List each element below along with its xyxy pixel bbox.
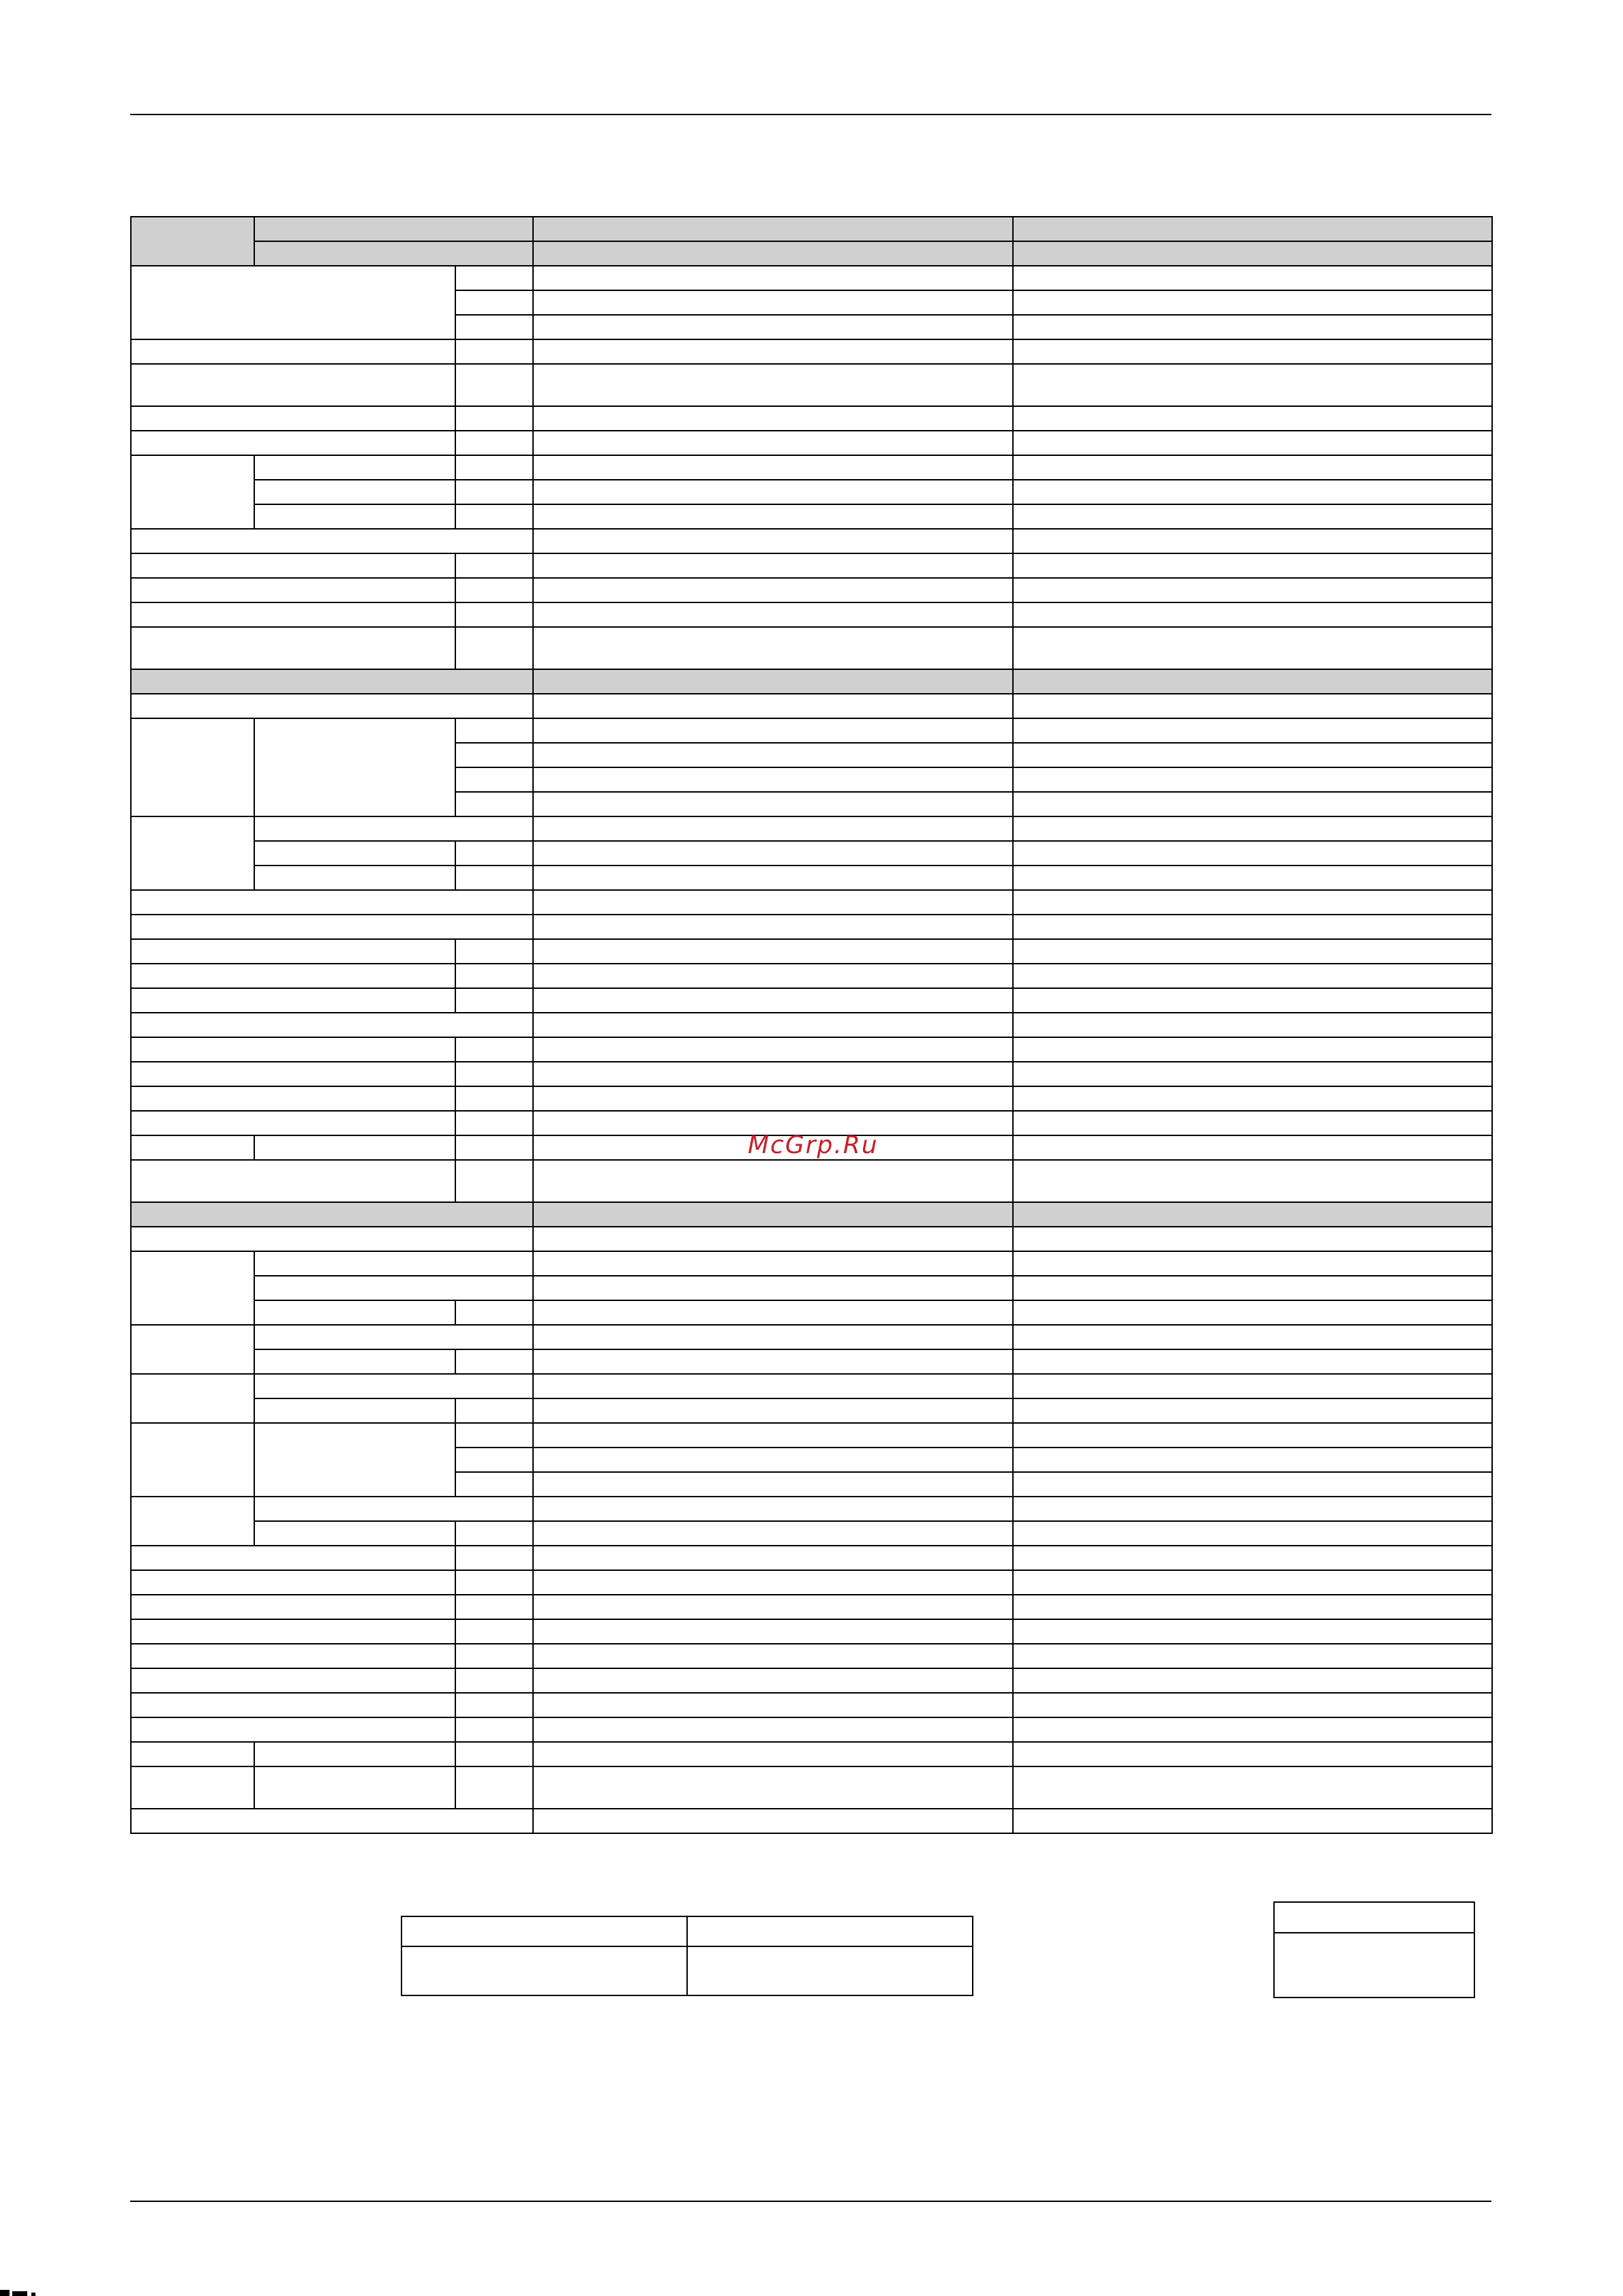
table-cell <box>455 1398 533 1423</box>
table-cell <box>455 1521 533 1546</box>
table-cell <box>1013 627 1492 669</box>
signature-box <box>401 1916 973 1996</box>
table-cell <box>131 266 455 339</box>
table-cell <box>1013 767 1492 792</box>
table-cell <box>533 718 1013 743</box>
table-cell <box>455 406 533 431</box>
table-cell <box>131 1619 455 1644</box>
table-cell <box>131 694 533 718</box>
table-cell <box>1013 480 1492 504</box>
table-cell <box>131 1251 254 1325</box>
table-cell <box>254 1497 533 1521</box>
table-cell <box>533 1570 1013 1595</box>
table-header-cell <box>533 1202 1013 1227</box>
table-cell <box>1013 988 1492 1013</box>
table-cell <box>254 841 455 866</box>
table-cell <box>131 1766 254 1809</box>
table-cell <box>1013 915 1492 939</box>
table-cell <box>254 1325 533 1349</box>
table-cell <box>131 1570 455 1595</box>
table-cell <box>533 1251 1013 1276</box>
table-cell <box>254 1742 455 1766</box>
table-cell <box>455 1160 533 1202</box>
table-cell <box>533 1546 1013 1570</box>
table-cell <box>533 939 1013 964</box>
table-cell <box>1013 339 1492 364</box>
table-cell <box>1013 266 1492 290</box>
table-cell <box>1013 364 1492 406</box>
table-cell <box>533 1013 1013 1037</box>
table-header-cell <box>533 217 1013 241</box>
table-cell <box>455 1300 533 1325</box>
table-cell <box>533 767 1013 792</box>
table-cell <box>1013 1423 1492 1448</box>
table-cell <box>131 455 254 529</box>
table-cell <box>455 578 533 602</box>
table-cell <box>1013 1497 1492 1521</box>
table-cell <box>254 455 455 480</box>
table-cell <box>1013 1349 1492 1374</box>
table-header-cell <box>254 217 533 241</box>
table-cell <box>1013 694 1492 718</box>
table-cell <box>254 480 455 504</box>
table-cell <box>533 816 1013 841</box>
table-cell <box>254 1300 455 1325</box>
table-cell <box>1013 939 1492 964</box>
table-cell <box>533 1766 1013 1809</box>
table-cell <box>1013 1809 1492 1833</box>
table-cell <box>1013 529 1492 553</box>
table-cell <box>1013 1374 1492 1398</box>
table-cell <box>533 964 1013 988</box>
table-cell <box>131 1742 254 1766</box>
table-cell <box>455 866 533 890</box>
table-cell <box>455 1570 533 1595</box>
table-cell <box>131 816 254 890</box>
table-cell <box>1013 1742 1492 1766</box>
table-cell <box>254 1251 533 1276</box>
table-cell <box>1013 1251 1492 1276</box>
table-cell <box>1013 816 1492 841</box>
table-cell <box>455 743 533 767</box>
table-cell <box>1013 1398 1492 1423</box>
table-cell <box>254 1521 455 1546</box>
table-cell <box>455 1135 533 1160</box>
table-cell <box>533 988 1013 1013</box>
table-cell <box>455 1111 533 1135</box>
table-cell <box>533 1086 1013 1111</box>
table-cell <box>1013 1521 1492 1546</box>
table-cell <box>131 1013 533 1037</box>
table-header-cell <box>131 1202 533 1227</box>
table-cell <box>1013 1619 1492 1644</box>
table-cell <box>455 504 533 529</box>
table-cell <box>533 1619 1013 1644</box>
table-cell <box>455 1086 533 1111</box>
table-cell <box>455 364 533 406</box>
table-cell <box>533 1349 1013 1374</box>
table-cell <box>1013 1448 1492 1472</box>
table-cell <box>533 1374 1013 1398</box>
table-header-cell <box>254 241 533 266</box>
table-cell <box>131 890 533 915</box>
table-cell <box>131 988 455 1013</box>
table-cell <box>131 1374 254 1423</box>
table-cell <box>1013 964 1492 988</box>
table-cell <box>455 1037 533 1062</box>
table-cell <box>455 767 533 792</box>
table-cell <box>1013 455 1492 480</box>
table-cell <box>131 1037 455 1062</box>
table-header-cell <box>1013 241 1492 266</box>
table-cell <box>533 1423 1013 1448</box>
table-cell <box>533 1472 1013 1497</box>
table-cell <box>1013 1595 1492 1619</box>
table-cell <box>455 339 533 364</box>
table-cell <box>533 1227 1013 1251</box>
table-cell <box>1013 718 1492 743</box>
table-cell <box>533 1325 1013 1349</box>
header-rule <box>130 114 1491 115</box>
table-cell <box>131 431 455 455</box>
table-cell <box>533 364 1013 406</box>
table-cell <box>254 1766 455 1809</box>
table-cell <box>131 939 455 964</box>
table-cell <box>455 1472 533 1497</box>
table-cell <box>533 406 1013 431</box>
table-cell <box>533 890 1013 915</box>
table-cell <box>1013 1160 1492 1202</box>
table-cell <box>131 1595 455 1619</box>
table-header-cell <box>533 241 1013 266</box>
table-cell <box>455 627 533 669</box>
table-cell <box>533 578 1013 602</box>
table-cell <box>254 1423 455 1497</box>
table-cell <box>1013 890 1492 915</box>
table-cell <box>1013 1013 1492 1037</box>
table-cell <box>1013 1472 1492 1497</box>
table-cell <box>533 1160 1013 1202</box>
table-cell <box>131 578 455 602</box>
table-cell <box>533 1398 1013 1423</box>
table-cell <box>131 1086 455 1111</box>
table-cell <box>455 480 533 504</box>
table-cell <box>455 431 533 455</box>
table-cell <box>131 602 455 627</box>
table-cell <box>1013 841 1492 866</box>
table-header-cell <box>131 669 533 694</box>
table-cell <box>533 1521 1013 1546</box>
table-cell <box>131 1062 455 1086</box>
table-header-cell <box>1013 217 1492 241</box>
table-cell <box>533 1717 1013 1742</box>
table-cell <box>1013 1546 1492 1570</box>
table-cell <box>131 718 254 816</box>
table-cell <box>533 1644 1013 1668</box>
table-cell <box>533 290 1013 315</box>
table-cell <box>533 431 1013 455</box>
corner-mark-block <box>0 2290 10 2296</box>
table-cell <box>533 694 1013 718</box>
table-cell <box>455 718 533 743</box>
table-cell <box>455 1766 533 1809</box>
table-header-cell <box>1013 669 1492 694</box>
table-cell <box>455 964 533 988</box>
corner-mark-dot <box>31 2293 35 2296</box>
table-cell <box>533 1448 1013 1472</box>
table-cell <box>533 1276 1013 1300</box>
table-cell <box>1013 1062 1492 1086</box>
table-cell <box>1013 1717 1492 1742</box>
table-cell <box>1013 866 1492 890</box>
table-cell <box>254 1135 455 1160</box>
table-cell <box>1013 1037 1492 1062</box>
table-cell <box>1013 578 1492 602</box>
table-cell <box>131 964 455 988</box>
table-cell <box>131 1325 254 1374</box>
table-cell <box>533 1693 1013 1717</box>
table-cell <box>455 290 533 315</box>
table-cell <box>254 816 533 841</box>
table-cell <box>254 1374 533 1398</box>
table-cell <box>131 915 533 939</box>
table-cell <box>1013 431 1492 455</box>
table-header-cell <box>1013 1202 1492 1227</box>
table-cell <box>455 988 533 1013</box>
table-cell <box>455 1062 533 1086</box>
table-cell <box>1013 504 1492 529</box>
table-cell <box>254 504 455 529</box>
table-cell <box>455 792 533 816</box>
table-cell <box>455 602 533 627</box>
table-cell <box>131 1668 455 1693</box>
table-cell <box>533 1497 1013 1521</box>
footer-rule <box>130 2201 1491 2202</box>
spec-table <box>130 216 1492 1860</box>
table-cell <box>533 627 1013 669</box>
table-cell <box>455 553 533 578</box>
table-cell <box>131 1227 533 1251</box>
table-cell <box>455 315 533 339</box>
watermark-text: McGrp.Ru <box>748 1131 879 1159</box>
table-cell <box>131 1135 254 1160</box>
corner-mark-block-2 <box>12 2291 27 2296</box>
table-header-cell <box>533 669 1013 694</box>
table-cell <box>1013 1766 1492 1809</box>
table-cell <box>131 1809 533 1833</box>
table-cell <box>1013 406 1492 431</box>
table-cell <box>533 1062 1013 1086</box>
table-cell <box>533 455 1013 480</box>
table-cell <box>131 406 455 431</box>
table-cell <box>455 1668 533 1693</box>
table-cell <box>254 866 455 890</box>
table-cell <box>533 866 1013 890</box>
table-cell <box>455 939 533 964</box>
corner-mark <box>0 2289 41 2296</box>
table-cell <box>131 339 455 364</box>
table-cell <box>131 1644 455 1668</box>
table-cell <box>455 266 533 290</box>
table-cell <box>1013 1644 1492 1668</box>
table-cell <box>131 364 455 406</box>
table-cell <box>1013 1135 1492 1160</box>
table-cell <box>455 1644 533 1668</box>
table-cell <box>254 1276 533 1300</box>
table-cell <box>131 1111 455 1135</box>
table-cell <box>131 1693 455 1717</box>
table-cell <box>533 1742 1013 1766</box>
table-cell <box>254 1398 455 1423</box>
table-cell <box>455 1448 533 1472</box>
table-cell <box>533 315 1013 339</box>
table-cell <box>533 743 1013 767</box>
table-cell <box>533 915 1013 939</box>
table-cell <box>533 1809 1013 1833</box>
table-cell <box>1013 1086 1492 1111</box>
table-cell <box>254 1349 455 1374</box>
table-cell <box>533 480 1013 504</box>
table-cell <box>533 504 1013 529</box>
table-cell <box>455 1595 533 1619</box>
table-cell <box>533 792 1013 816</box>
table-cell <box>1013 290 1492 315</box>
table-cell <box>455 841 533 866</box>
table-cell <box>131 529 533 553</box>
table-cell <box>455 1742 533 1766</box>
table-cell <box>1013 1300 1492 1325</box>
table-cell <box>1013 1325 1492 1349</box>
table-cell <box>533 339 1013 364</box>
table-cell <box>131 1423 254 1497</box>
table-cell <box>1013 553 1492 578</box>
table-cell <box>455 1693 533 1717</box>
table-cell <box>131 627 455 669</box>
stamp-box-frame <box>1274 1902 1474 1997</box>
table-cell <box>1013 1693 1492 1717</box>
table-cell <box>1013 1227 1492 1251</box>
stamp-box <box>1273 1901 1475 1998</box>
table-cell <box>131 1546 455 1570</box>
table-cell <box>1013 1276 1492 1300</box>
table-cell <box>1013 315 1492 339</box>
table-cell <box>533 553 1013 578</box>
table-cell <box>533 1037 1013 1062</box>
table-cell <box>455 1717 533 1742</box>
table-cell <box>533 1595 1013 1619</box>
table-cell <box>1013 1668 1492 1693</box>
table-cell <box>455 1349 533 1374</box>
table-cell <box>1013 602 1492 627</box>
table-cell <box>533 529 1013 553</box>
table-cell <box>533 602 1013 627</box>
table-cell <box>1013 1111 1492 1135</box>
table-cell <box>533 1300 1013 1325</box>
table-cell <box>1013 792 1492 816</box>
table-cell <box>131 1497 254 1546</box>
table-cell <box>455 455 533 480</box>
table-cell <box>131 1717 455 1742</box>
table-cell <box>131 553 455 578</box>
table-cell <box>254 718 455 816</box>
table-cell <box>455 1619 533 1644</box>
table-cell <box>533 266 1013 290</box>
table-cell <box>455 1546 533 1570</box>
table-header-cell <box>131 217 254 266</box>
table-cell <box>1013 1570 1492 1595</box>
table-cell <box>1013 743 1492 767</box>
table-cell <box>533 1668 1013 1693</box>
table-cell <box>533 841 1013 866</box>
table-cell <box>131 1160 455 1202</box>
table-cell <box>455 1423 533 1448</box>
